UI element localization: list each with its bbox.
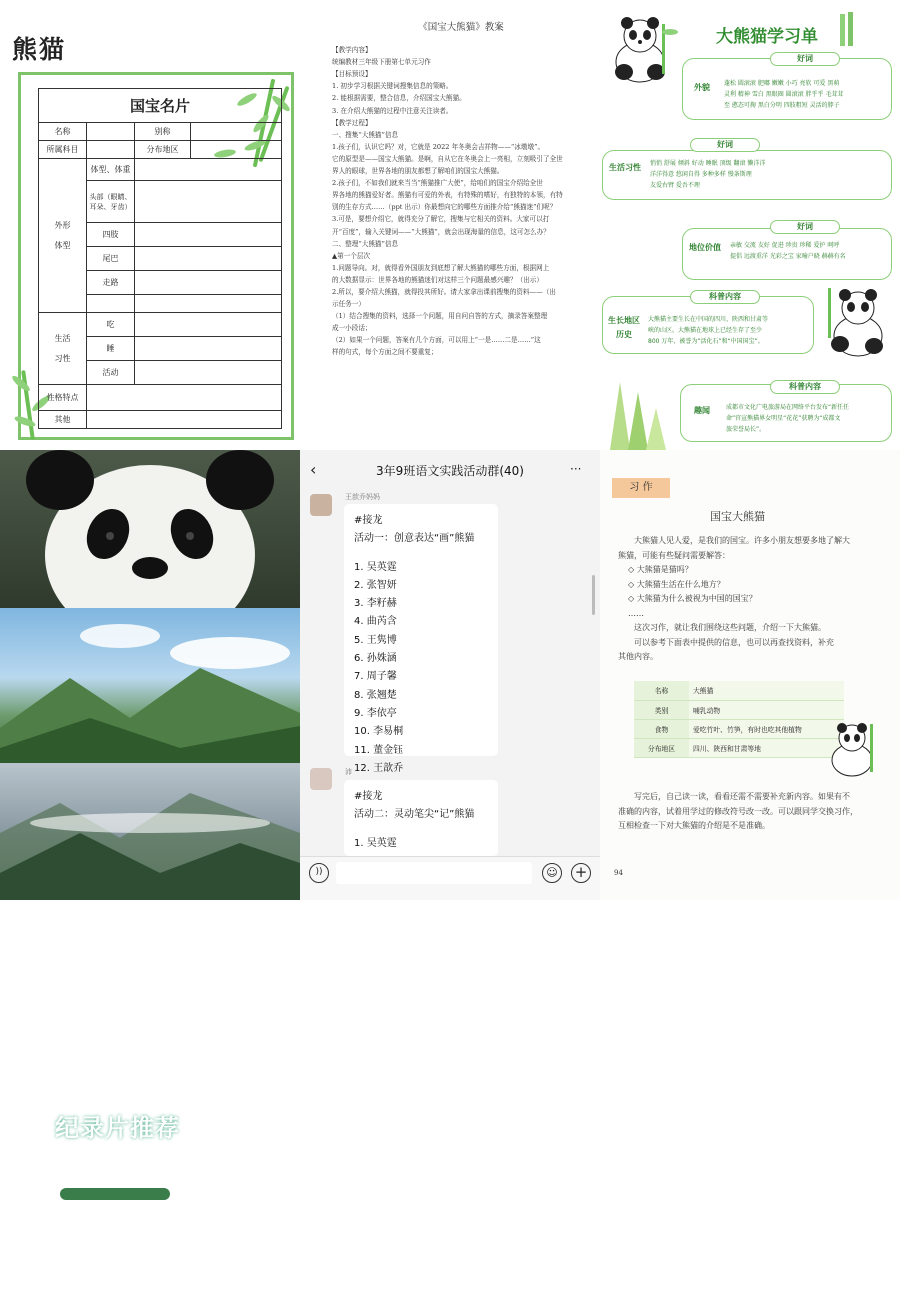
text-line: 1.问题导向。对，就得看外国朋友到底想了解大熊猫的哪些方面，根据网上 [332, 263, 550, 272]
field-body-size[interactable] [135, 159, 282, 181]
text-line: 【教学内容】 [332, 46, 372, 55]
text-line [354, 825, 498, 835]
mountain-photo [0, 608, 300, 763]
field-family[interactable] [87, 141, 135, 159]
text-line: 二、整理“大熊猫”信息 [332, 239, 399, 248]
field-activity[interactable] [135, 361, 282, 385]
field-limbs[interactable] [135, 223, 282, 247]
text-line: 一、搜集“大熊猫”信息 [332, 130, 399, 139]
field-traits[interactable] [87, 385, 282, 411]
study-sheet-title: 大熊猫学习单 [716, 27, 818, 47]
text-line: ▲第一个层次 [332, 251, 371, 260]
message-input[interactable] [336, 862, 532, 884]
lesson-plan-text [332, 22, 590, 359]
field-other[interactable] [87, 411, 282, 429]
field-region[interactable] [191, 141, 282, 159]
text-line: 2. 张智妍 [354, 579, 397, 591]
label-appearance: 外形 体型 [39, 159, 87, 313]
text-line: 8. 张翘楚 [354, 689, 397, 701]
text-line: 5. 王隽博 [354, 634, 397, 646]
text-line: 【教学过程】 [332, 118, 372, 127]
documentary-subtitle: S/S 2022 [148, 1143, 188, 1152]
status-tag: 地位价值 [689, 243, 721, 252]
text-line: （2）如果一个问题，答案有几个方面，可以用上“一是……二是……”这 [332, 336, 541, 345]
text-line: #接龙 [354, 515, 383, 526]
intro-paragraph: 大熊猫人见人爱，是我们的国宝。许多小朋友想要多地了解大 熊猫，可能有些疑问需要解答： ◇ 大熊猫是猫吗？ ◇ 大熊猫生活在什么地方？ ◇ 大熊猫为什么被视为中国的国宝？ …… 这次习作，就让我们围绕这些问题，介绍一下大熊猫。 可以参考下面表中提供的信息，也可以再查找资料，补充 其他内容。 [618, 536, 850, 661]
voice-icon[interactable]: )) [309, 863, 329, 883]
text-line: 【目标预设】 [332, 70, 372, 79]
text-line: 它的原型是——国宝大熊猫。是啊，自从它在冬奥会上一亮相，立刻吸引了全世 [332, 154, 563, 163]
chat-title: 3年9班语文实践活动群(40) [376, 464, 524, 478]
text-line: 3. 李籽赫 [354, 598, 397, 610]
anecdote-tag: 趣闻 [694, 406, 710, 415]
documentary-recommendation [0, 450, 300, 1312]
text-line: 1.孩子们，认识它吗？对，它就是 2022 年冬奥会吉祥物——“冰墩墩”。 [332, 142, 545, 151]
text-line: （1）结合搜集的资料，选择一个问题，用自问自答的方式，摘录答案整理 [332, 312, 548, 321]
panda-card-table [38, 88, 282, 429]
text-line: 4. 曲芮含 [354, 616, 397, 628]
field-name[interactable] [87, 123, 135, 141]
habits-head: 好词 [690, 138, 760, 152]
habits-tag: 生活习性 [609, 163, 641, 172]
label-traits: 性格特点 [39, 385, 87, 411]
label-head: 头部（眼睛、耳朵、牙齿） [87, 181, 135, 223]
emoji-icon[interactable]: ☺ [542, 863, 562, 883]
field-tail[interactable] [135, 247, 282, 271]
label-body-size: 体型、体重 [87, 159, 135, 181]
card-title: 国宝名片 [39, 89, 282, 123]
avatar[interactable] [310, 494, 332, 516]
region-history-tag: 生长地区 历史 [608, 316, 640, 339]
back-icon[interactable]: ‹ [310, 460, 317, 479]
panda-illustration [602, 14, 682, 84]
region-history-head: 科普内容 [690, 290, 760, 304]
subtitle-bar [60, 1188, 170, 1200]
more-icon[interactable]: ··· [570, 462, 582, 476]
label-region: 分布地区 [135, 141, 191, 159]
text-line: 界人的眼球，世界各地的朋友都想了解咱们的国宝大熊猫。 [332, 167, 504, 176]
field-sleep[interactable] [135, 337, 282, 361]
scrollbar[interactable] [592, 575, 595, 615]
text-line: #接龙 [354, 791, 383, 802]
sender-name: 王歆乔妈妈 [345, 493, 380, 501]
label-walk: 走路 [87, 271, 135, 295]
panda-study-sheet [600, 0, 900, 450]
label-limbs: 四肢 [87, 223, 135, 247]
text-line: 统编教材三年级下册第七单元习作 [332, 58, 431, 67]
field-head[interactable] [135, 181, 282, 223]
message-2-content [354, 788, 498, 853]
text-line: 1. 初步学习根据关键词搜集信息的策略。 [332, 82, 453, 91]
field-eat[interactable] [135, 313, 282, 337]
region-history-words: 大熊猫主要生长在中国的四川、陕西和甘肃等 峡的山区。大熊猫在地球上已经生存了至少 800 万年，被誉为“活化石”和“中国国宝”。 [648, 316, 769, 345]
plus-icon[interactable]: + [571, 863, 591, 883]
status-head: 好词 [770, 220, 840, 234]
text-line: 样的句式，每个方面之间不要重复； [332, 348, 438, 357]
habits-words: 悄悄 舒展 倾斜 好动 睡眠 顶级 翻滚 懒洋洋 洋洋得意 悠闲自得 多种多样 慢条斯理 友爱右臂 爱吾不理 [650, 160, 766, 189]
label-activity: 活动 [87, 361, 135, 385]
section-tag: 习 作 [612, 478, 670, 498]
appearance-words: 蓬松 圆滚滚 肥嘟 嫩嫩 小巧 亮软 可爱 黑萌 灵利 精神 雪白 黑眼圈 圆滚滚 胖乎乎 毛茸茸 至 憨态可掬 黑白分明 四肢粗短 灵活的脖子 [724, 80, 844, 109]
text-line: 活动一：创意表达“画”熊猫 [354, 533, 475, 545]
message-bubble-1[interactable] [344, 504, 498, 774]
anecdote-head: 科普内容 [770, 380, 840, 394]
text-line: 活动二：灵动笔尖“记”熊猫 [354, 809, 475, 821]
label-alias: 别称 [135, 123, 191, 141]
lesson-plan-title: 《国宝大熊猫》教案 [418, 22, 504, 33]
text-line: 2.所以，要介绍大熊猫，就得投其所好。请大家拿出课前搜集的资料——（出 [332, 287, 556, 296]
label-sleep: 睡 [87, 337, 135, 361]
wolong-photo [0, 763, 300, 900]
appearance-tag: 外貌 [694, 83, 710, 92]
label-tail: 尾巴 [87, 247, 135, 271]
worksheet-heading: 熊猫 [12, 35, 67, 64]
text-line: 3.可是，要想介绍它，就得充分了解它，搜集与它相关的资料。大家可以打 [332, 215, 550, 224]
label-eat: 吃 [87, 313, 135, 337]
label-other: 其他 [39, 411, 87, 429]
lesson-plan-body [332, 44, 590, 358]
label-name: 名称 [39, 123, 87, 141]
panda-card-worksheet [0, 0, 300, 450]
textbook-title: 国宝大熊猫 [710, 510, 765, 523]
text-line [354, 549, 498, 559]
appearance-head: 好词 [770, 52, 840, 66]
text-line: 1. 吴英霆 [354, 561, 397, 573]
avatar[interactable] [310, 768, 332, 790]
info-table: 名称 大熊猫 类别 哺乳动物 食物 爱吃竹叶、竹笋，有时也吃其他植物 分布地区 四川、陕西和甘肃等地 [634, 681, 844, 758]
closing-paragraph: 写完后，自己读一读，看看还需不需要补充新内容。如果有不 准确的内容，试着用学过的修改符号改一改。可以跟同学交换习作， 互相检查一下对大熊猫的介绍是不是准确。 [618, 792, 858, 830]
text-line: 别的生存方式……（ppt 出示）你最想向它的哪些方面推介给“熊猫迷”们呢？ [332, 203, 557, 212]
page-number: 94 [614, 869, 623, 877]
sender-name: 沛 [345, 768, 352, 776]
text-line: 10. 李易桐 [354, 726, 404, 738]
text-line: 开“百度”，输入关键词——“大熊猫”，就会出现海量的信息，这可怎么办？ [332, 227, 550, 236]
lesson-plan-page [300, 0, 600, 450]
text-line: 示任务一） [332, 300, 365, 309]
status-words: 亲敏 交流 友好 促进 珍贵 珍稀 爱护 呵呼 提倡 远渡重洋 光彩之宝 家喻户晓 赫赫有名 [730, 242, 846, 260]
location-caption: 四川·卧龙 [90, 1296, 171, 1312]
label-family: 所属科目 [39, 141, 87, 159]
field-walk[interactable] [135, 271, 282, 295]
brand-collection-text: BRAND COLLECTION [104, 1147, 156, 1153]
label-life-habits: 生活 习性 [39, 313, 87, 385]
text-line: 3. 在介绍大熊猫的过程中注意关注读者。 [332, 106, 453, 115]
message-bubble-2[interactable] [344, 780, 498, 856]
text-line: 12. 王歆乔 [354, 762, 404, 774]
field-alias[interactable] [191, 123, 282, 141]
text-line: 2.孩子们，不如我们就来当当“熊猫推广大使”，给咱们的国宝介绍给全世 [332, 179, 543, 188]
text-line: 6. 孙姝涵 [354, 653, 397, 665]
message-1-content [354, 512, 498, 778]
panda-illustration-2 [822, 284, 896, 360]
documentary-title: 纪录片推荐 [55, 1114, 180, 1142]
bamboo-shoots-illustration [602, 372, 672, 450]
text-line: 成一小段话； [332, 324, 372, 333]
panda-illustration-3 [822, 720, 882, 778]
text-line: 1. 吴英霆 [354, 837, 397, 849]
bamboo-icon [840, 14, 845, 46]
anecdote-words: 成都市文化广电旅游局在网络平台发布“新任任 命”官宣熊猫界女明星“花花”获聘为“成都文 旅荣誉局长”。 [726, 404, 850, 433]
panda-photo [0, 450, 300, 608]
text-line: 界各地的熊猫爱好者。熊猫有可爱的外表，有特殊的嗜好，有独特的本领，有特 [332, 191, 563, 200]
text-line: 9. 李依亭 [354, 707, 397, 719]
text-line: 的大数据显示：世界各地的熊猫迷们对这样三个问题最感兴趣？（出示） [332, 275, 543, 284]
text-line: 7. 周子馨 [354, 671, 397, 683]
text-line: 11. 董金钰 [354, 744, 404, 756]
text-line: 2. 能根据需要，整合信息，介绍国宝大熊猫。 [332, 94, 466, 103]
